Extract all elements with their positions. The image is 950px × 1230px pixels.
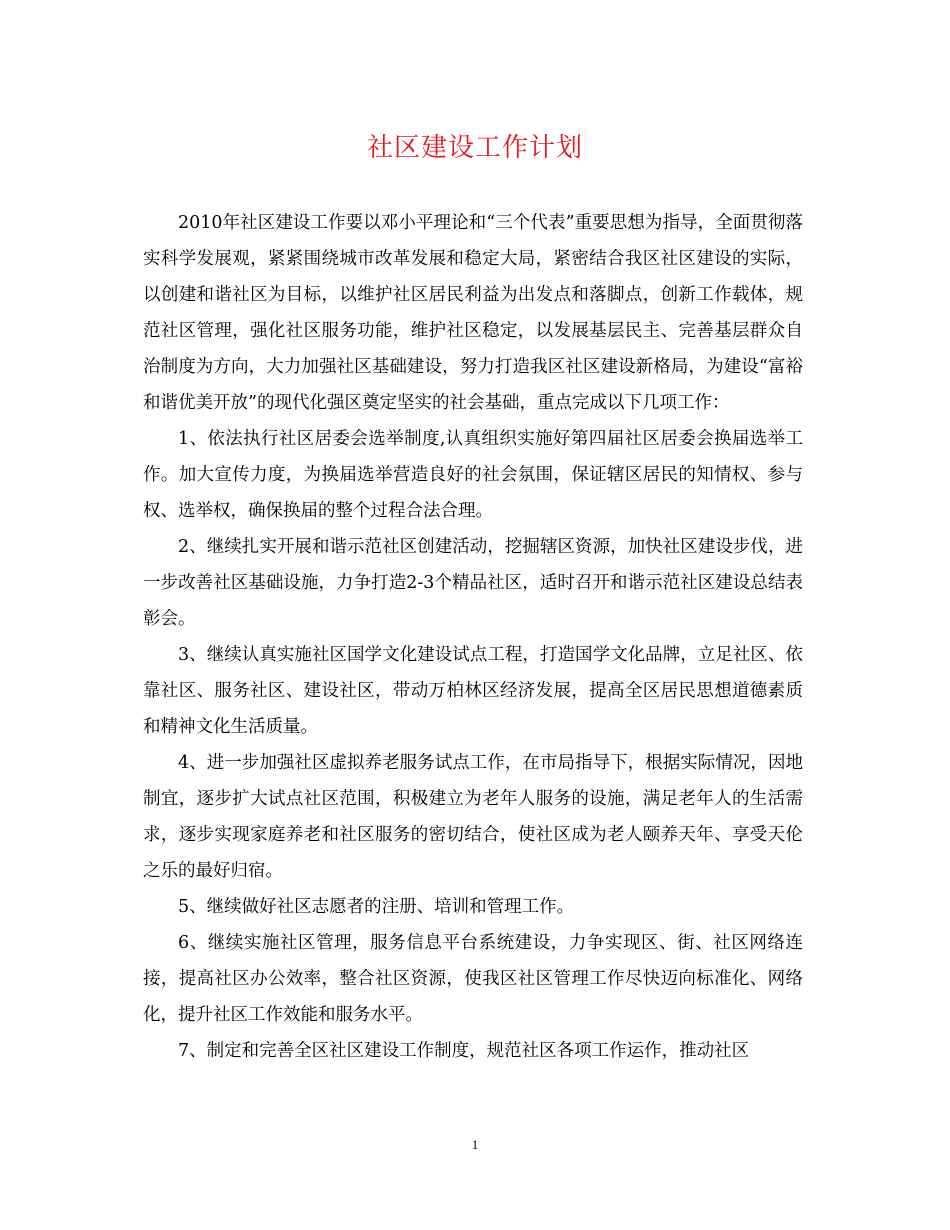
paragraph-item-5: 5、继续做好社区志愿者的注册、培训和管理工作。 <box>178 897 575 917</box>
paragraph-item-6: 6、继续实施社区管理，服务信息平台系统建设，力争实现区、街、社区网络连接，提高社区办公效率，整合社区资源，使我区社区管理工作尽快迈向标准化、网络化，提升社区工作效能和服务水平。 <box>143 933 803 1025</box>
paragraph-item-2: 2、继续扎实开展和谐示范社区创建活动，挖掘辖区资源，加快社区建设步伐，进一步改善社区基础设施，力争打造2-3个精品社区，适时召开和谐示范社区建设总结表彰会。 <box>143 537 803 629</box>
page-number: 1 <box>471 1137 479 1152</box>
paragraph-item-7: 7、制定和完善全区社区建设工作制度，规范社区各项工作运作，推动社区 <box>178 1041 750 1061</box>
paragraph-item-3: 3、继续认真实施社区国学文化建设试点工程，打造国学文化品牌，立足社区、依靠社区、服务社区、建设社区，带动万柏林区经济发展，提高全区居民思想道德素质和精神文化生活质量。 <box>143 645 803 737</box>
document-body <box>143 205 803 1069</box>
paragraph-intro: 2010年社区建设工作要以邓小平理论和“三个代表”重要思想为指导，全面贯彻落实科学发展观，紧紧围绕城市改革发展和稳定大局，紧密结合我区社区建设的实际，以创建和谐社区为目标，以维护社区居民利益为出发点和落脚点，创新工作载体，规范社区管理，强化社区服务功能，维护社区稳定，以发展基层民主、完善基层群众自治制度为方向，大力加强社区基础建设，努力打造我区社区建设新格局，为建设“富裕和谐优美开放”的现代化强区奠定坚实的社会基础，重点完成以下几项工作： <box>143 213 803 413</box>
paragraph-item-1: 1、依法执行社区居委会选举制度,认真组织实施好第四届社区居委会换届选举工作。加大宣传力度，为换届选举营造良好的社会氛围，保证辖区居民的知情权、参与权、选举权，确保换届的整个过程合法合理。 <box>143 429 803 521</box>
document-title: 社区建设工作计划 <box>366 133 583 163</box>
paragraph-item-4: 4、进一步加强社区虚拟养老服务试点工作，在市局指导下，根据实际情况，因地制宜，逐步扩大试点社区范围，积极建立为老年人服务的设施，满足老年人的生活需求，逐步实现家庭养老和社区服务的密切结合，使社区成为老人颐养天年、享受天伦之乐的最好归宿。 <box>143 753 803 881</box>
